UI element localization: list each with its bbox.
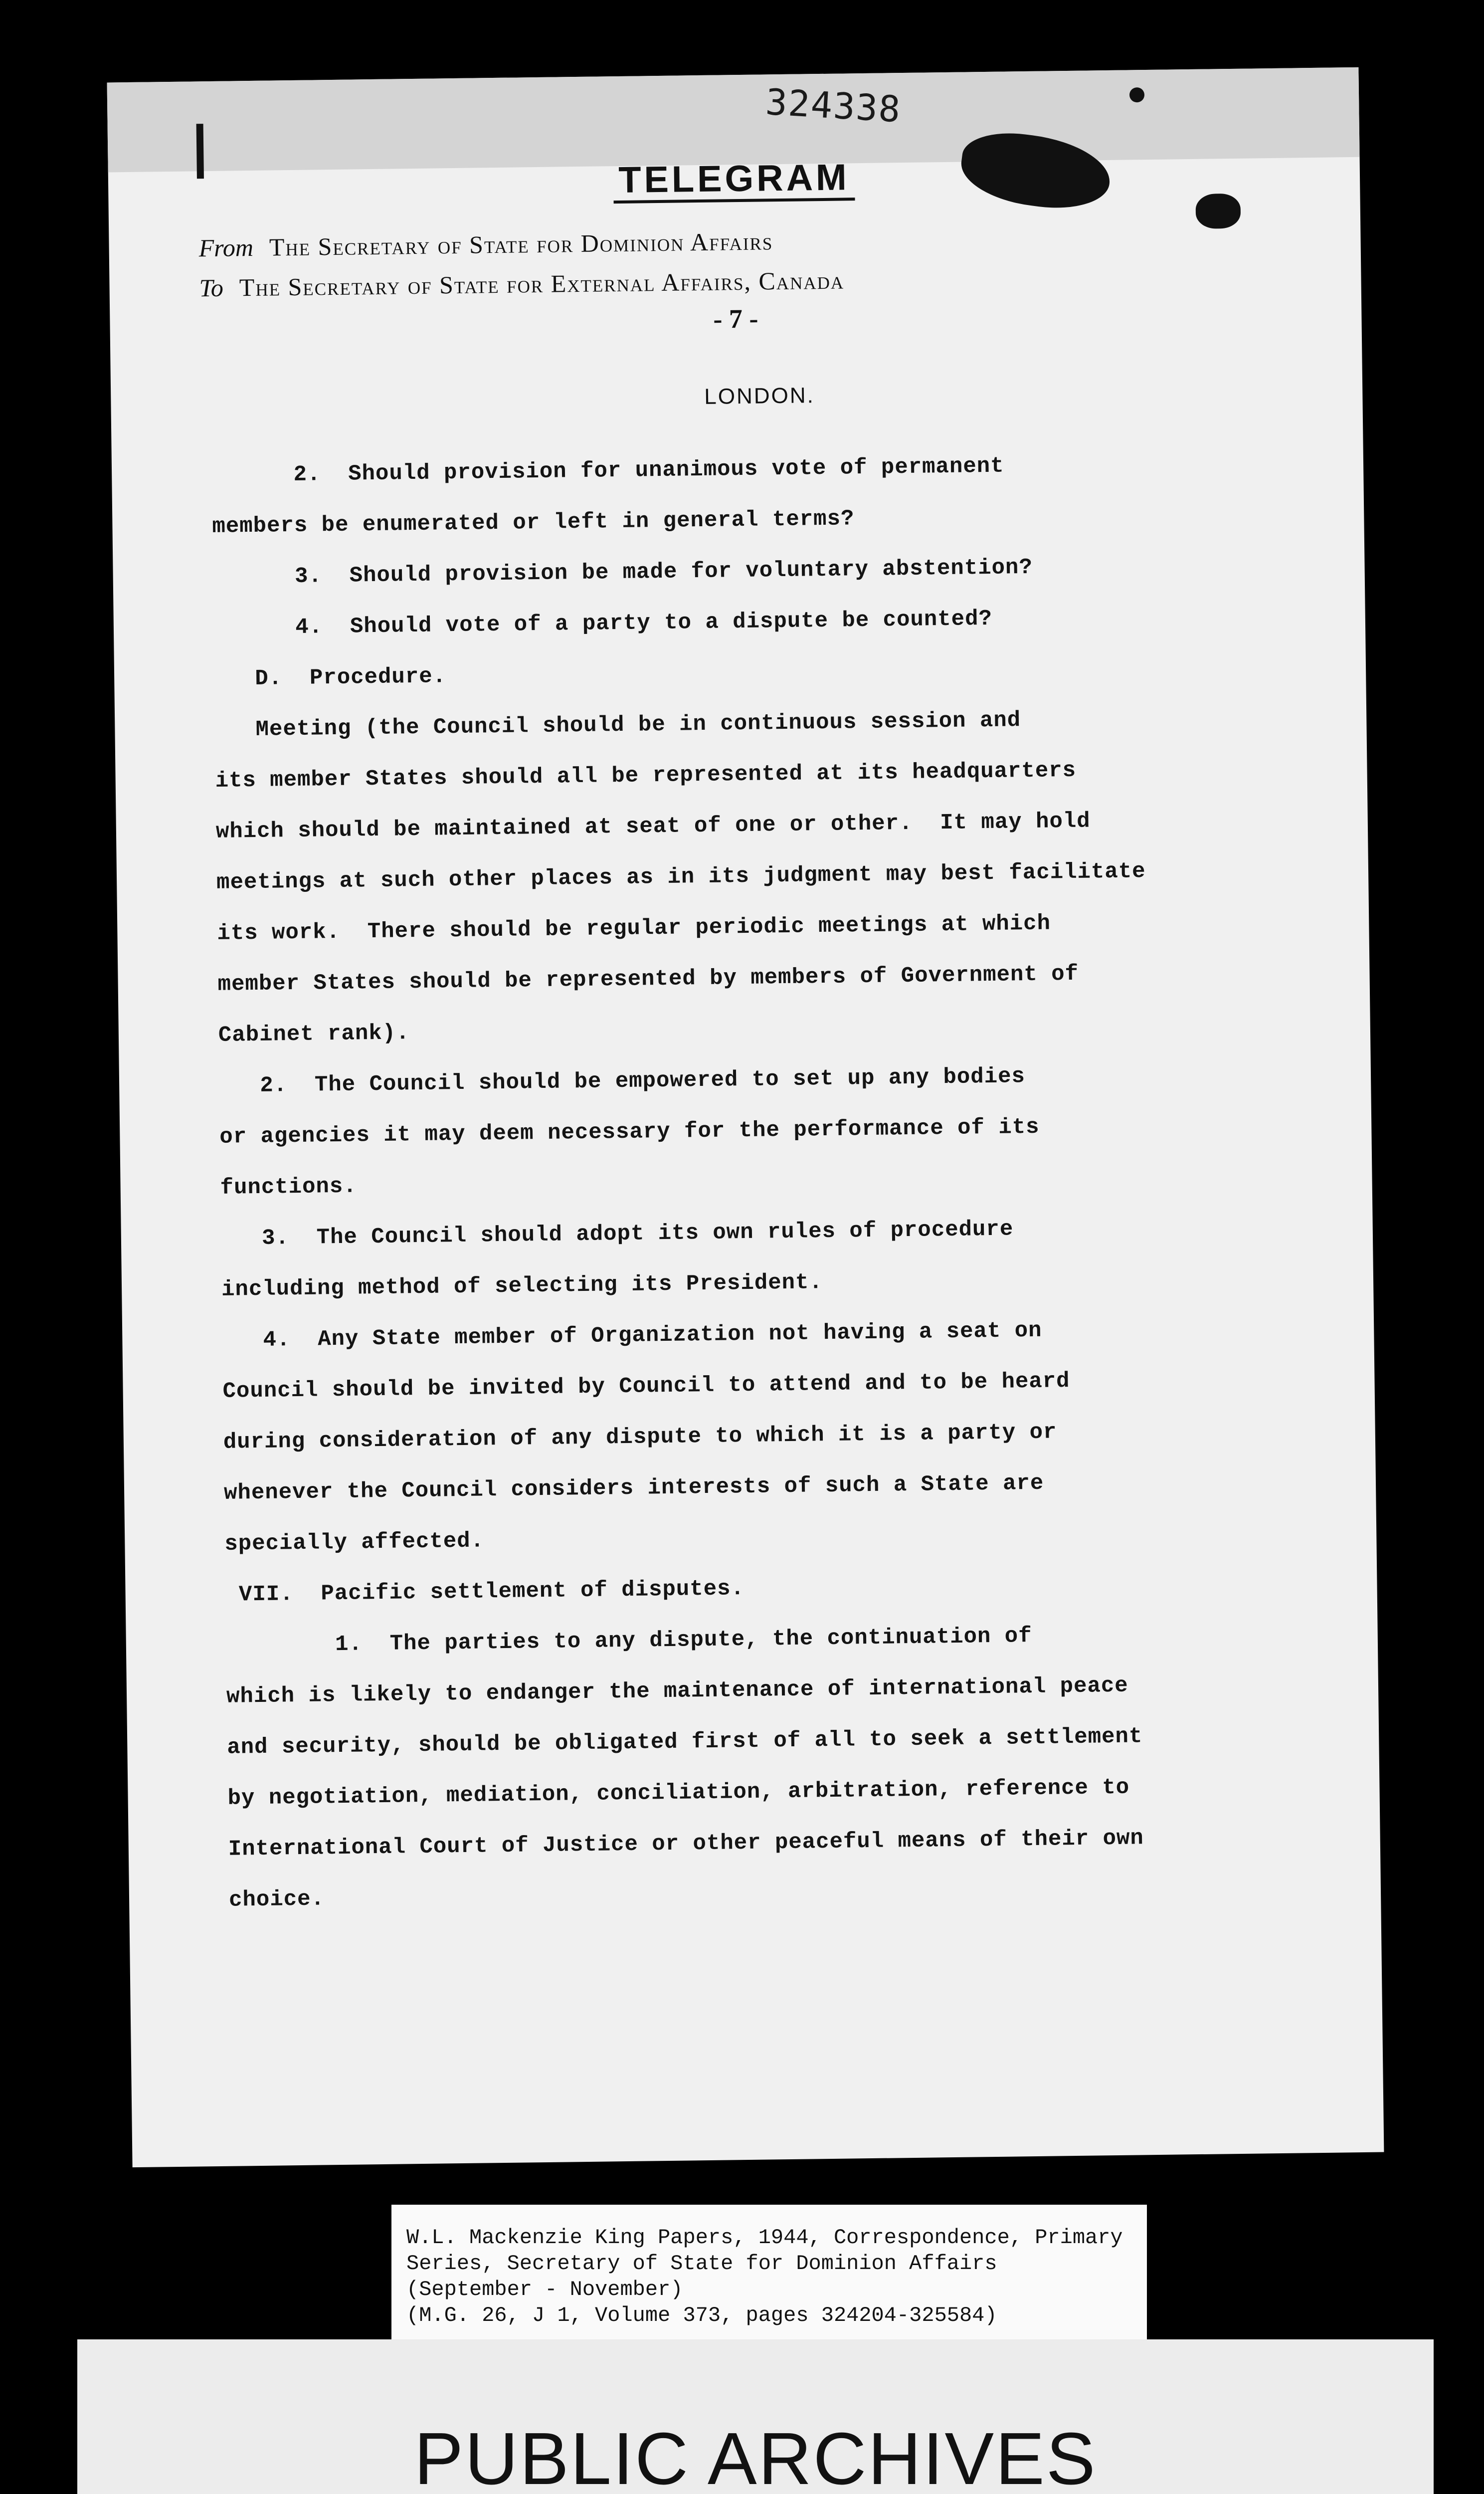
body-line: International Court of Justice or other peaceful means of their own [228,1826,1144,1862]
to-label: To [199,273,224,302]
body-line: 3. Should provision be made for voluntary abstention? [212,555,1033,590]
body-line: 3. The Council should adopt its own rules of procedure [220,1217,1014,1251]
body-line: including method of selecting its President. [221,1270,823,1302]
archive-reference-label [391,2205,1147,2339]
archive-board-line-1: PUBLIC ARCHIVES [414,2418,1097,2494]
city: LONDON. [704,383,815,409]
body-line: 2. Should provision for unanimous vote of permanent [211,453,1004,488]
body-line: or agencies it may deem necessary for the performance of its [219,1114,1040,1150]
body-line: Council should be invited by Council to attend and to be heard [222,1369,1070,1404]
from-line [198,226,773,262]
body-line: D. Procedure. [213,664,447,692]
body-line: whenever the Council considers interests of such a State are [223,1470,1044,1506]
body-line: 4. Any State member of Organization not having a seat on [222,1318,1042,1353]
from-text: The Secretary of State for Dominion Affairs [269,227,773,261]
to-line [199,265,844,302]
body-line: specially affected. [224,1528,485,1557]
ink-dot [1129,87,1144,102]
body-line: 1. The parties to any dispute, the continuation of [225,1624,1032,1659]
telegram-page [107,67,1384,2167]
body-line: Cabinet rank). [218,1021,410,1048]
to-text: The Secretary of State for External Affairs, Canada [239,266,845,302]
body-line: its work. There should be regular periodic meetings at which [217,911,1051,946]
page-number: - 7 - [713,303,758,334]
body-line: functions. [220,1174,357,1201]
body-line: 4. Should vote of a party to a dispute be counted? [213,606,993,641]
body-line: which is likely to endanger the maintenance of international peace [226,1673,1128,1709]
body-line: choice. [228,1886,325,1913]
telegram-title-text: TELEGRAM [613,156,855,204]
archive-board [77,2339,1434,2494]
ink-blot-small [1195,194,1241,229]
body-line: by negotiation, mediation, conciliation, arbitration, reference to [227,1775,1130,1811]
body-line: and security, should be obligated first of all to seek a settlement [227,1724,1143,1760]
body-line: meetings at such other places as in its judgment may best facilitate [216,859,1146,895]
body-line: member States should be represented by members of Government of [217,961,1079,997]
body-line: members be enumerated or left in general terms? [212,506,855,539]
body-line: which should be maintained at seat of one or other. It may hold [215,809,1091,844]
body-line: Meeting (the Council should be in continuous session and [214,708,1021,743]
body-line: during consideration of any dispute to which it is a party or [223,1420,1057,1455]
telegram-body [211,436,1386,1926]
from-label: From [198,233,254,262]
body-line: VII. Pacific settlement of disputes. [225,1576,745,1608]
body-line: 2. The Council should be empowered to set up any bodies [218,1064,1026,1099]
archive-reference-text: W.L. Mackenzie King Papers, 1944, Correspondence, Primary Series, Secretary of State for Dominion Affairs (September - November) (M.G. 26, J 1, Volume 373, pages 324204-325584) [406,2226,1123,2327]
body-line: its member States should all be represented at its headquarters [215,758,1077,794]
document-number: 324338 [764,80,903,131]
